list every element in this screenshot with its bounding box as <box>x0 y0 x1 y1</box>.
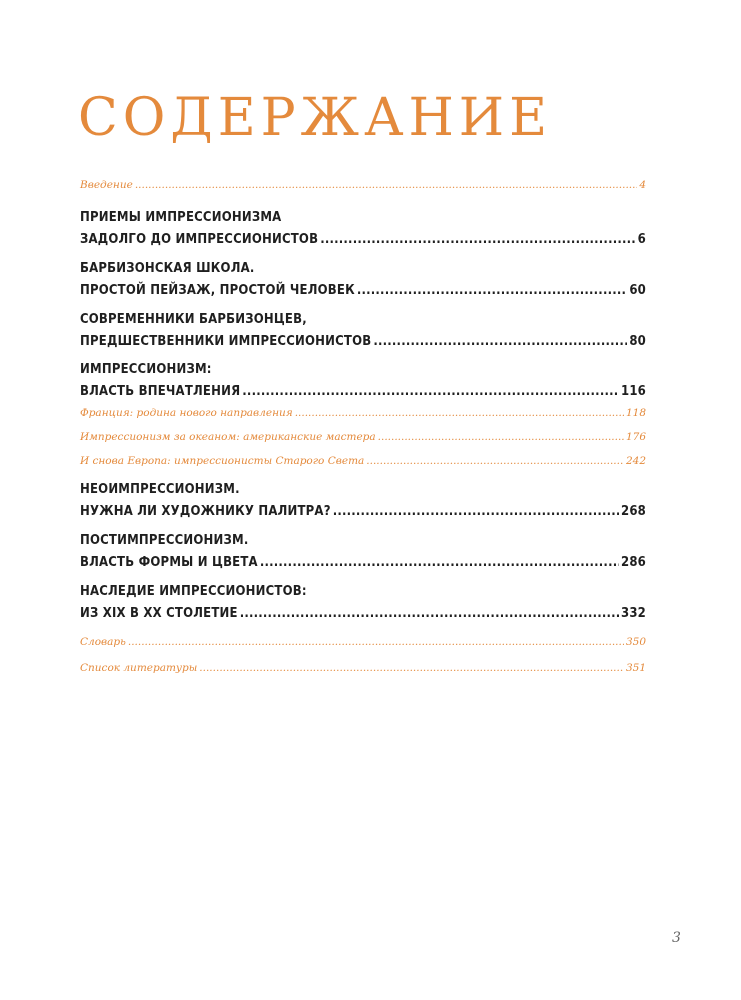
leader-dots <box>242 381 619 403</box>
toc-entry-chapter-2[interactable] <box>80 258 646 302</box>
toc-entry-bibliography[interactable] <box>80 660 646 676</box>
toc-entry-page: 242 <box>625 455 646 467</box>
toc-entry-page: 118 <box>625 407 646 419</box>
toc-entry-title-line2: ВЛАСТЬ ФОРМЫ И ЦВЕТА <box>80 555 258 570</box>
leader-dots <box>373 331 627 353</box>
leader-dots <box>135 177 638 193</box>
toc-entry-page: 332 <box>620 606 646 621</box>
toc-entry-page: 350 <box>625 636 646 648</box>
toc-entry-title-line1: НАСЛЕДИЕ ИМПРЕССИОНИСТОВ: <box>80 584 307 599</box>
leader-dots <box>199 660 624 676</box>
leader-dots <box>378 429 624 445</box>
toc-entry-title-line2: ИЗ XIX В XX СТОЛЕТИЕ <box>80 606 238 621</box>
toc-entry-introduction[interactable] <box>80 177 646 193</box>
toc-entry-title: Франция: родина нового направления <box>80 407 293 419</box>
leader-dots <box>357 280 627 302</box>
toc-entry-title-line1: НЕОИМПРЕССИОНИЗМ. <box>80 482 240 497</box>
toc-entry-title-line2: ВЛАСТЬ ВПЕЧАТЛЕНИЯ <box>80 384 241 399</box>
toc-entry-title-line1: БАРБИЗОНСКАЯ ШКОЛА. <box>80 261 255 276</box>
toc-entry-title: Словарь <box>80 636 126 648</box>
toc-entry-glossary[interactable] <box>80 634 646 650</box>
toc-entry-chapter-3[interactable] <box>80 309 646 353</box>
toc-entry-page: 4 <box>639 179 646 191</box>
toc-entry-title: Импрессионизм за океаном: американские мастера <box>80 431 376 443</box>
toc-entry-title: Список литературы <box>80 662 198 674</box>
toc-entry-chapter-4[interactable] <box>80 359 646 403</box>
toc-entry-page: 176 <box>625 431 646 443</box>
toc-entry-chapter-7[interactable] <box>80 581 646 625</box>
page-number: 3 <box>672 930 681 946</box>
toc-entry-page: 6 <box>637 232 646 247</box>
toc-entry-page: 116 <box>620 384 646 399</box>
toc-entry-title: Введение <box>80 179 133 191</box>
toc-entry-chapter-5[interactable] <box>80 479 646 523</box>
leader-dots <box>366 453 624 469</box>
toc-entry-title-line1: СОВРЕМЕННИКИ БАРБИЗОНЦЕВ, <box>80 312 307 327</box>
toc-entry-chapter-1[interactable] <box>80 207 646 251</box>
toc-entry-title-line2: ПРЕДШЕСТВЕННИКИ ИМПРЕССИОНИСТОВ <box>80 334 372 349</box>
toc-entry-title-line1: ИМПРЕССИОНИЗМ: <box>80 362 212 377</box>
toc-entry-page: 80 <box>629 334 646 349</box>
toc-entry-page: 60 <box>629 283 646 298</box>
toc-entry-page: 351 <box>625 662 646 674</box>
toc-entry-title: И снова Европа: импрессионисты Старого Света <box>80 455 365 467</box>
toc-entry-page: 268 <box>620 504 646 519</box>
leader-dots <box>240 603 619 625</box>
leader-dots <box>320 229 635 251</box>
toc-entry-section-america[interactable] <box>80 429 646 445</box>
toc-entry-title-line2: НУЖНА ЛИ ХУДОЖНИКУ ПАЛИТРА? <box>80 504 331 519</box>
toc-entry-page: 286 <box>620 555 646 570</box>
toc-entry-title-line1: ПОСТИМПРЕССИОНИЗМ. <box>80 533 249 548</box>
toc-entry-title-line2: ЗАДОЛГО ДО ИМПРЕССИОНИСТОВ <box>80 232 319 247</box>
toc-entry-section-europe[interactable] <box>80 453 646 469</box>
toc-entry-title-line1: ПРИЕМЫ ИМПРЕССИОНИЗМА <box>80 210 282 225</box>
page-title: СОДЕРЖАНИЕ <box>78 88 553 148</box>
leader-dots <box>260 552 619 574</box>
toc-entry-section-france[interactable] <box>80 405 646 421</box>
leader-dots <box>295 405 624 421</box>
toc-entry-title-line2: ПРОСТОЙ ПЕЙЗАЖ, ПРОСТОЙ ЧЕЛОВЕК <box>80 283 355 298</box>
toc-entry-chapter-6[interactable] <box>80 530 646 574</box>
leader-dots <box>128 634 624 650</box>
leader-dots <box>333 501 619 523</box>
